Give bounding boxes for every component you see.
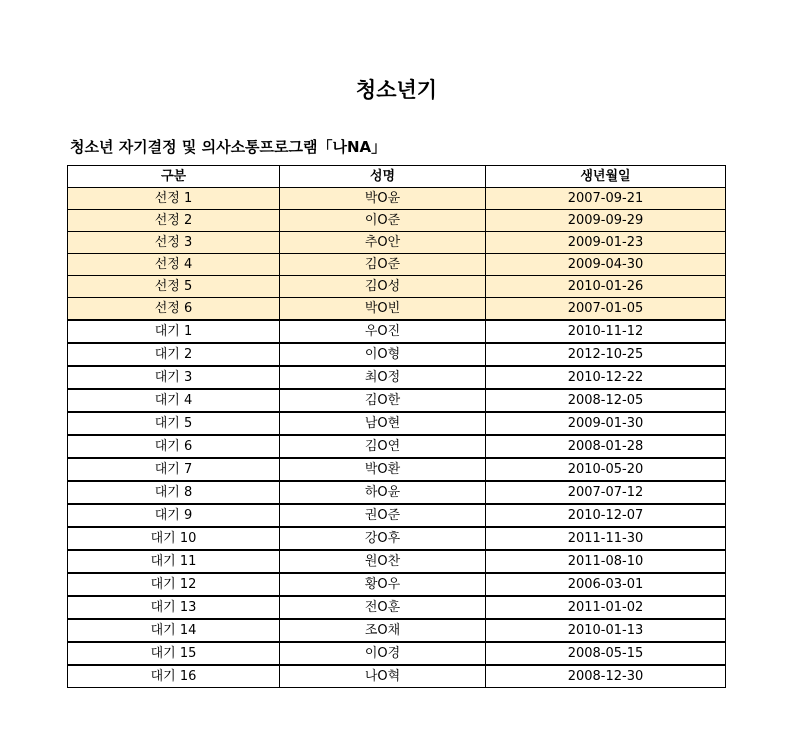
table-row [68,458,726,481]
cell-category: 대기 16 [68,665,280,688]
cell-category: 대기 7 [68,458,280,481]
cell-birthdate: 2009-01-30 [486,412,726,435]
cell-name: 김O한 [280,389,486,412]
cell-category: 대기 1 [68,320,280,343]
cell-name: 조O채 [280,619,486,642]
table-row [68,298,726,321]
table-row [68,276,726,298]
cell-name: 원O찬 [280,550,486,573]
cell-name: 하O윤 [280,481,486,504]
cell-birthdate: 2007-07-12 [486,481,726,504]
header-birthdate: 생년월일 [486,166,726,188]
cell-name: 황O우 [280,573,486,596]
cell-name: 이O경 [280,642,486,665]
section-title: 청소년 자기결정 및 의사소통프로그램「나NA」 [70,138,387,156]
cell-category: 대기 2 [68,343,280,366]
participant-table [67,165,726,688]
cell-category: 대기 3 [68,366,280,389]
cell-name: 남O현 [280,412,486,435]
table-header [68,166,726,188]
cell-name: 이O준 [280,210,486,232]
cell-birthdate: 2006-03-01 [486,573,726,596]
table-row [68,550,726,573]
cell-category: 대기 13 [68,596,280,619]
cell-category: 선정 4 [68,254,280,276]
cell-birthdate: 2007-01-05 [486,298,726,321]
cell-name: 이O형 [280,343,486,366]
cell-name: 김O연 [280,435,486,458]
cell-birthdate: 2010-12-22 [486,366,726,389]
table-row [68,188,726,210]
table-row [68,619,726,642]
cell-name: 김O준 [280,254,486,276]
table-row [68,412,726,435]
table-row [68,210,726,232]
cell-birthdate: 2008-12-30 [486,665,726,688]
cell-birthdate: 2008-12-05 [486,389,726,412]
cell-category: 대기 6 [68,435,280,458]
cell-name: 최O정 [280,366,486,389]
cell-category: 선정 2 [68,210,280,232]
cell-birthdate: 2008-05-15 [486,642,726,665]
cell-birthdate: 2010-11-12 [486,320,726,343]
cell-birthdate: 2010-05-20 [486,458,726,481]
cell-birthdate: 2012-10-25 [486,343,726,366]
cell-category: 대기 12 [68,573,280,596]
cell-category: 대기 14 [68,619,280,642]
cell-birthdate: 2009-04-30 [486,254,726,276]
cell-name: 박O환 [280,458,486,481]
cell-category: 선정 3 [68,232,280,254]
cell-birthdate: 2010-12-07 [486,504,726,527]
table-row [68,665,726,688]
cell-category: 선정 1 [68,188,280,210]
table-row [68,504,726,527]
cell-name: 우O진 [280,320,486,343]
cell-birthdate: 2009-09-29 [486,210,726,232]
cell-category: 선정 6 [68,298,280,321]
cell-name: 추O안 [280,232,486,254]
table-row [68,389,726,412]
table-body [68,188,726,688]
table-row [68,254,726,276]
cell-birthdate: 2008-01-28 [486,435,726,458]
page-title: 청소년기 [355,78,438,102]
cell-birthdate: 2010-01-13 [486,619,726,642]
cell-category: 대기 4 [68,389,280,412]
header-category: 구분 [68,166,280,188]
table-row [68,232,726,254]
cell-category: 대기 11 [68,550,280,573]
cell-category: 대기 9 [68,504,280,527]
header-name: 성명 [280,166,486,188]
cell-category: 대기 5 [68,412,280,435]
cell-name: 전O훈 [280,596,486,619]
cell-birthdate: 2011-11-30 [486,527,726,550]
table-row [68,435,726,458]
table-row [68,320,726,343]
cell-birthdate: 2010-01-26 [486,276,726,298]
cell-category: 선정 5 [68,276,280,298]
table-row [68,366,726,389]
cell-birthdate: 2007-09-21 [486,188,726,210]
cell-name: 박O윤 [280,188,486,210]
table-row [68,642,726,665]
header-row [68,166,726,188]
table-row [68,596,726,619]
table-row [68,481,726,504]
cell-category: 대기 10 [68,527,280,550]
table-row [68,343,726,366]
cell-name: 박O빈 [280,298,486,321]
cell-name: 김O성 [280,276,486,298]
cell-birthdate: 2011-08-10 [486,550,726,573]
cell-birthdate: 2009-01-23 [486,232,726,254]
cell-name: 권O준 [280,504,486,527]
table-row [68,527,726,550]
cell-name: 나O혁 [280,665,486,688]
cell-name: 강O후 [280,527,486,550]
cell-category: 대기 15 [68,642,280,665]
cell-birthdate: 2011-01-02 [486,596,726,619]
table-row [68,573,726,596]
cell-category: 대기 8 [68,481,280,504]
